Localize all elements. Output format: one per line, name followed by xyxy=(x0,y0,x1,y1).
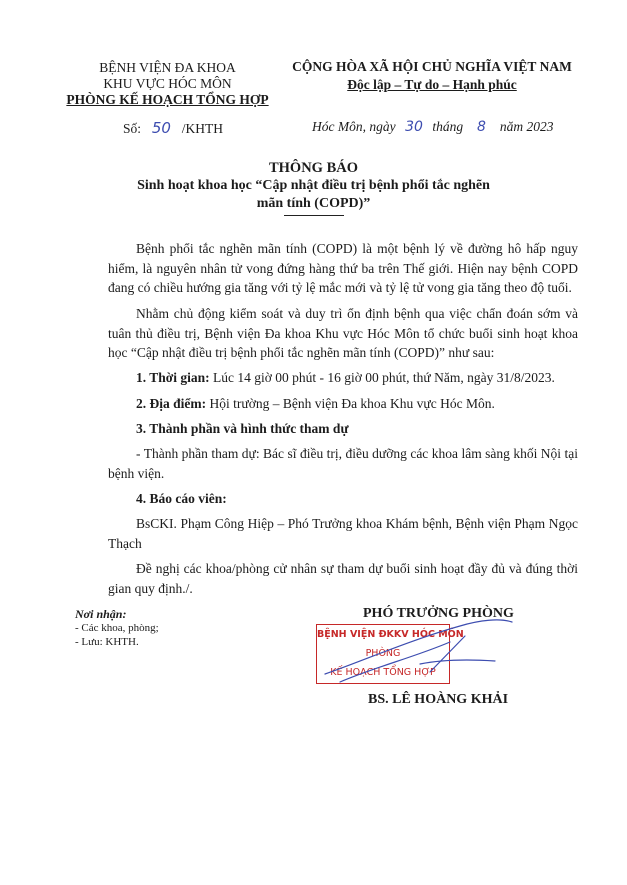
place-date xyxy=(312,119,554,135)
item-location-label: 2. Địa điểm: xyxy=(136,396,207,411)
number-prefix: Số: xyxy=(123,121,142,136)
paragraph-2: Nhằm chủ động kiểm soát và duy trì ổn định bệnh qua việc chẩn đoán sớm và tuân thủ điều trị, Bệnh viện Đa khoa Khu vực Hóc Môn tổ chức buổi sinh hoạt khoa học “Cập nhật điều trị bệnh phổi tắc nghẽn mãn tính (COPD)” như sau: xyxy=(108,306,578,360)
item-speaker-label: 4. Báo cáo viên: xyxy=(136,491,227,506)
item-time-label: 1. Thời gian: xyxy=(136,370,210,385)
org-line-3: PHÒNG KẾ HOẠCH TỔNG HỢP xyxy=(66,92,269,107)
recipient-item: - Lưu: KHTH. xyxy=(75,636,139,648)
org-line-1: BỆNH VIỆN ĐA KHOA xyxy=(99,60,236,75)
signer-name: BS. LÊ HOÀNG KHẢI xyxy=(368,692,509,707)
nation-line-1: CỘNG HÒA XÃ HỘI CHỦ NGHĨA VIỆT NAM xyxy=(292,59,572,74)
item-participants-text: - Thành phần tham dự: Bác sĩ điều trị, điều dưỡng các khoa lâm sàng khối Nội tại bệnh viện. xyxy=(108,446,578,481)
document-subtitle-line-1: Sinh hoạt khoa học “Cập nhật điều trị bệnh phổi tắc nghẽn xyxy=(137,178,490,193)
signer-position: PHÓ TRƯỞNG PHÒNG xyxy=(363,606,514,621)
item-participants-label: 3. Thành phần và hình thức tham dự xyxy=(136,421,349,436)
number-suffix: /KHTH xyxy=(181,121,224,136)
item-time xyxy=(108,368,578,388)
item-location-text: Hội trường – Bệnh viện Đa khoa Khu vực Hóc Môn. xyxy=(209,396,495,411)
handwritten-signature xyxy=(300,612,530,692)
document-title: THÔNG BÁO xyxy=(268,160,359,176)
handwritten-number: 50 xyxy=(151,119,171,137)
nation-line-2: Độc lập – Tự do – Hạnh phúc xyxy=(347,77,517,92)
org-line-2: KHU VỰC HÓC MÔN xyxy=(103,76,232,91)
document-subtitle-line-2: mãn tính (COPD)” xyxy=(256,196,371,211)
item-speaker-text: BsCKI. Phạm Công Hiệp – Phó Trưởng khoa Khám bệnh, Bệnh viện Phạm Ngọc Thạch xyxy=(108,516,578,551)
recipients-block xyxy=(75,607,159,649)
stamp-line-1: BỆNH VIỆN ĐKKV HÓC MÔN xyxy=(317,629,464,640)
month-label: tháng xyxy=(432,119,464,134)
recipients-title: Nơi nhận: xyxy=(75,607,127,621)
year-text: năm 2023 xyxy=(499,119,554,134)
paragraph-1: Bệnh phổi tắc nghẽn mãn tính (COPD) là một bệnh lý về đường hô hấp nguy hiểm, là nguyên nhân tử vong đứng hàng thứ ba trên Thế giới. Hiện nay bệnh COPD đang có chiều hướng gia tăng với tỷ lệ mắc mới và tỷ lệ tử vong gia tăng theo độ tuổi. xyxy=(108,241,578,295)
place-prefix: Hóc Môn, ngày xyxy=(312,119,396,134)
handwritten-day: 30 xyxy=(405,119,423,135)
title-underline xyxy=(284,215,344,216)
recipient-item: - Các khoa, phòng; xyxy=(75,622,159,634)
issuing-organization xyxy=(55,60,280,108)
closing-paragraph: Đề nghị các khoa/phòng cử nhân sự tham dự buổi sinh hoạt đầy đủ và đúng thời gian quy định./. xyxy=(108,561,578,596)
stamp-line-3: KẾ HOẠCH TỔNG HỢP xyxy=(330,667,436,678)
item-location xyxy=(108,394,578,414)
national-motto xyxy=(282,58,582,94)
item-time-text: Lúc 14 giờ 00 phút - 16 giờ 00 phút, thứ Năm, ngày 31/8/2023. xyxy=(213,370,555,385)
stamp-line-2: PHÒNG xyxy=(365,648,401,659)
handwritten-month: 8 xyxy=(477,119,486,135)
document-number xyxy=(123,119,223,137)
